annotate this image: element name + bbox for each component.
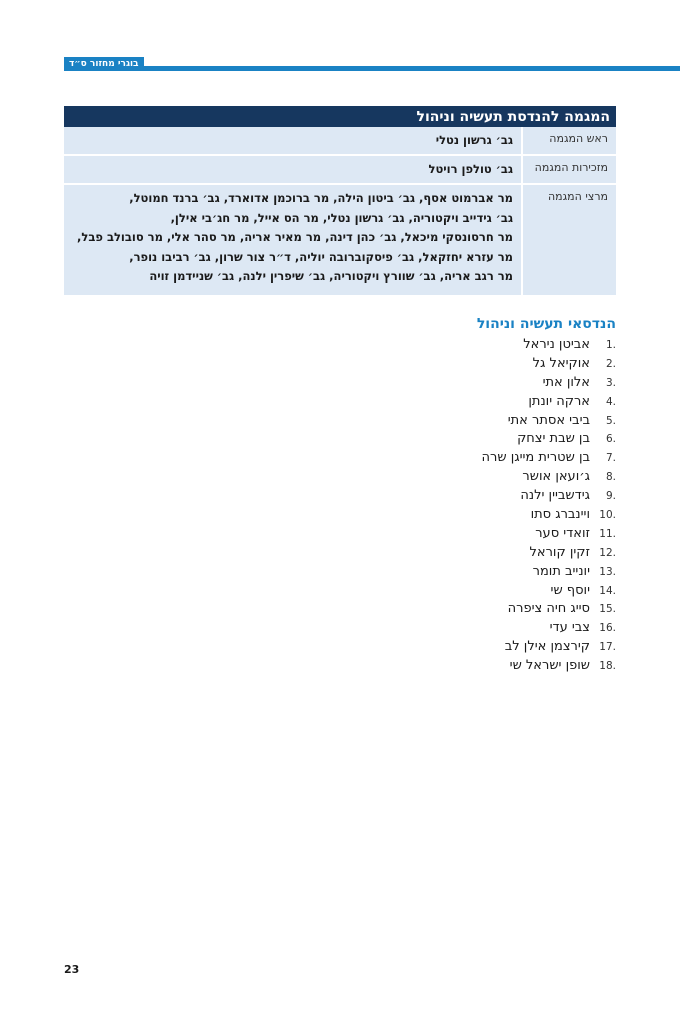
- item-number: 17 .: [594, 638, 616, 657]
- item-number: 11 .: [594, 525, 616, 544]
- lecturers-line: גב׳ גידייב ויקטוריה, גב׳ גרשון נטלי, מר הס אייל, מר חג׳בי אילן,: [170, 210, 513, 225]
- department-title: המגמה להנדסת תעשיה וניהול: [64, 106, 616, 127]
- item-number: 3 .: [594, 374, 616, 393]
- list-item: [482, 657, 616, 676]
- graduate-name: יוסף שי: [550, 582, 590, 598]
- row-label-secretariat: מזכירות המגמה: [522, 155, 616, 184]
- graduate-name: צבי עדי: [549, 620, 590, 636]
- table-row: [64, 155, 616, 184]
- list-item: [482, 449, 616, 468]
- item-number: 5 .: [594, 412, 616, 431]
- item-number: 6 .: [594, 430, 616, 449]
- row-label-lecturers: מרצי המגמה: [522, 184, 616, 295]
- item-number: 18 .: [594, 657, 616, 676]
- graduate-name: ארקה יונתן: [528, 393, 590, 409]
- lecturers-line: מר רגב אריה, גב׳ שוורץ ויקטוריה, גב׳ שיפרין ילנה, גב׳ שניידמן זויה: [149, 269, 513, 283]
- list-item: [482, 600, 616, 619]
- graduate-name: זואדי סער: [535, 525, 590, 541]
- list-item: [482, 638, 616, 657]
- row-value-secretariat: גב׳ טולפן רויטל: [64, 155, 522, 184]
- item-number: 2 .: [594, 355, 616, 374]
- graduates-list: [482, 336, 616, 676]
- item-number: 10 .: [594, 506, 616, 525]
- department-info-table: [64, 106, 616, 295]
- table-row: [64, 127, 616, 155]
- graduate-name: בן שבת יצחק: [517, 431, 590, 447]
- page-number: 23: [64, 963, 80, 976]
- graduate-name: אוקיאל גל: [532, 355, 590, 371]
- item-number: 12 .: [594, 544, 616, 563]
- row-value-lecturers: [64, 184, 522, 295]
- graduate-name: קירצמן אילן לב: [504, 639, 590, 655]
- header-tab: בוגרי מחזור ס״ד: [64, 57, 144, 71]
- row-value-head: גב׳ גרשון נטלי: [64, 127, 522, 155]
- graduate-name: בן שטרית מייגן שרה: [481, 450, 590, 466]
- list-item: [482, 393, 616, 412]
- list-item: [482, 355, 616, 374]
- graduate-name: זקין קוראל: [529, 544, 590, 560]
- lecturers-line: מר חרסונסקי מיכאל, גב׳ כהן דינה, מר מאיר אריה, מר סהר אלי, מר סובולב פבל,: [77, 230, 513, 244]
- item-number: 13 .: [594, 563, 616, 582]
- list-item: [482, 525, 616, 544]
- item-number: 1 .: [594, 336, 616, 355]
- list-item: [482, 336, 616, 355]
- list-item: [482, 544, 616, 563]
- graduate-name: גידשביין ילנה: [520, 488, 590, 504]
- graduate-name: אלון אתי: [542, 374, 590, 390]
- list-item: [482, 487, 616, 506]
- graduate-name: יונייב תומר: [532, 563, 590, 579]
- list-item: [482, 468, 616, 487]
- lecturers-line: מר עזרא יחזקאל, גב׳ פיסקוברובה יוליה, ד״ר צור שרון, גב׳ רביבו נופר,: [129, 249, 513, 264]
- graduate-name: שופן ישראל שי: [509, 658, 590, 674]
- item-number: 8 .: [594, 468, 616, 487]
- graduate-name: ביבי אסתר אתי: [507, 412, 590, 428]
- graduate-name: ג׳ועאן אושר: [522, 469, 590, 485]
- list-item: [482, 506, 616, 525]
- list-item: [482, 412, 616, 431]
- item-number: 9 .: [594, 487, 616, 506]
- item-number: 14 .: [594, 582, 616, 601]
- row-label-head: ראש המגמה: [522, 127, 616, 155]
- graduate-name: אביטן ניראל: [523, 337, 590, 352]
- item-number: 16 .: [594, 619, 616, 638]
- item-number: 15 .: [594, 600, 616, 619]
- graduate-name: סייג חיה ציפרה: [507, 601, 590, 617]
- graduate-name: ויינברג סתו: [530, 507, 590, 523]
- lecturers-line: מר אברמוט אסף, גב׳ ביטון הילה, מר ברוכמן אדוארד, גב׳ ברנד חמוטל,: [129, 191, 513, 205]
- list-item: [482, 619, 616, 638]
- item-number: 7 .: [594, 449, 616, 468]
- list-item: [482, 563, 616, 582]
- top-accent-bar: [64, 66, 680, 71]
- graduates-title: הנדסאי תעשיה וניהול: [476, 316, 616, 332]
- item-number: 4 .: [594, 393, 616, 412]
- list-item: [482, 374, 616, 393]
- list-item: [482, 430, 616, 449]
- table-row: [64, 184, 616, 295]
- list-item: [482, 582, 616, 601]
